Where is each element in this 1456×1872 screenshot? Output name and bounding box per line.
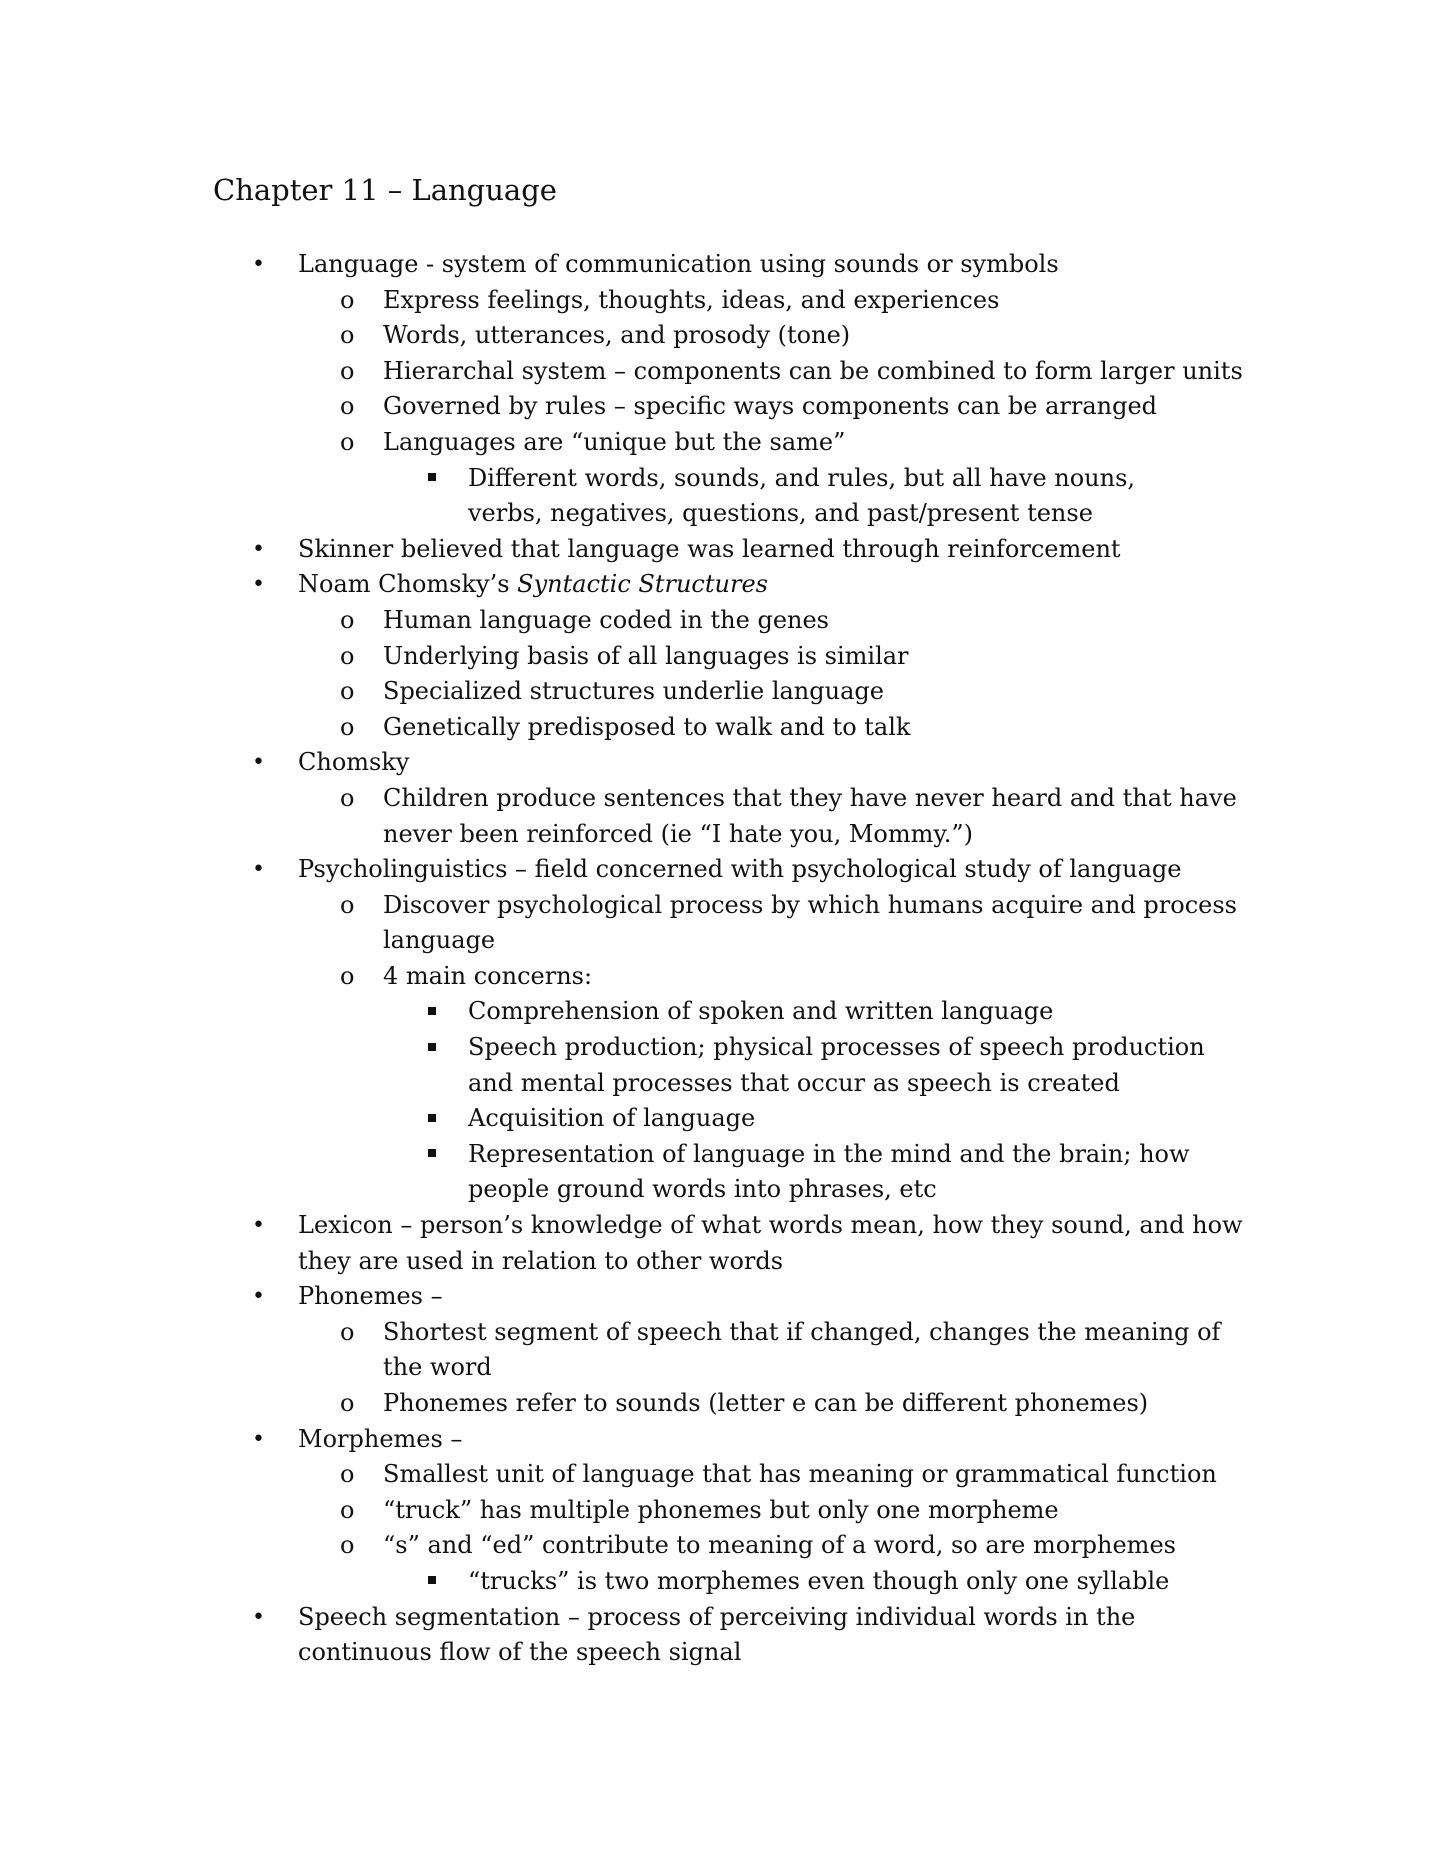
list-item-text <box>298 567 1243 603</box>
bullet-dot-icon: • <box>252 857 265 883</box>
list-item <box>0 1208 1243 1279</box>
list-item-text: Different words, sounds, and rules, but all have nouns, verbs, negatives, questions, and past/present tense <box>468 463 1136 528</box>
list-item <box>0 1600 1243 1671</box>
list-item-text: Words, utterances, and prosody (tone) <box>383 321 851 350</box>
list-item <box>0 1528 1243 1564</box>
bullet-dot-icon: • <box>252 1213 265 1239</box>
list-item <box>0 247 1243 283</box>
bullet-circle-icon: o <box>340 890 355 919</box>
list-item-text: Express feelings, thoughts, ideas, and experiences <box>383 285 1000 314</box>
list-item <box>0 781 1243 852</box>
list-item-text: Speech production; physical processes of speech production and mental processes that occur as speech is created <box>468 1033 1205 1097</box>
book-title: Syntactic Structures <box>517 570 768 599</box>
list-item-text: Hierarchal system – components can be combined to form larger units <box>383 356 1243 385</box>
list-item-text: Acquisition of language <box>468 1104 756 1133</box>
bullet-circle-icon: o <box>340 712 355 741</box>
list-item-text: Genetically predisposed to walk and to talk <box>383 712 911 741</box>
bullet-dot-icon: • <box>252 1604 265 1630</box>
list-item <box>0 1137 1208 1208</box>
list-item-text: “trucks” is two morphemes even though only one syllable <box>468 1566 1170 1595</box>
list-item <box>0 639 1243 675</box>
list-item <box>0 1101 1208 1137</box>
list-item <box>0 567 1243 603</box>
list-item-text: Speech segmentation – process of perceiving individual words in the continuous flow of the speech signal <box>298 1602 1136 1667</box>
bullet-circle-icon: o <box>340 961 355 990</box>
bullet-circle-icon: o <box>340 427 355 456</box>
list-item <box>0 283 1243 319</box>
bullet-circle-icon: o <box>340 641 355 670</box>
bullet-circle-icon: o <box>340 1389 355 1417</box>
bullet-circle-icon: o <box>340 285 355 314</box>
list-item <box>0 1422 1243 1458</box>
list-item <box>0 425 1243 461</box>
page-title: Chapter 11 – Language <box>213 173 557 207</box>
list-item-text: Discover psychological process by which humans acquire and process language <box>383 890 1237 955</box>
bullet-square-icon <box>428 1030 436 1066</box>
bullet-outline <box>0 247 1456 1671</box>
list-item-text: Specialized structures underlie language <box>383 677 884 706</box>
list-item <box>0 1564 1208 1600</box>
list-item <box>0 354 1243 390</box>
list-item-text: Chomsky <box>298 748 410 777</box>
list-item <box>0 1315 1243 1386</box>
bullet-circle-icon: o <box>340 1531 355 1560</box>
list-item <box>0 532 1243 568</box>
list-item <box>0 389 1243 425</box>
bullet-dot-icon: • <box>252 536 265 562</box>
list-item <box>0 994 1208 1030</box>
list-item-text: Underlying basis of all languages is similar <box>383 641 909 670</box>
list-item-text: Psycholinguistics – field concerned with psychological study of language <box>298 855 1182 884</box>
list-item <box>0 1279 1243 1315</box>
bullet-circle-icon: o <box>340 605 355 634</box>
list-item-text: Lexicon – person’s knowledge of what words mean, how they sound, and how they are used in relation to other words <box>298 1211 1243 1275</box>
bullet-square-icon <box>428 994 436 1030</box>
bullet-dot-icon: • <box>252 572 265 598</box>
list-item <box>0 1030 1208 1101</box>
list-item <box>0 745 1243 781</box>
bullet-square-icon <box>428 1137 436 1173</box>
list-item-text-plain: Noam Chomsky’s <box>298 570 518 599</box>
list-item-text: “s” and “ed” contribute to meaning of a word, so are morphemes <box>383 1531 1176 1560</box>
list-item <box>0 888 1243 959</box>
list-item-text: Shortest segment of speech that if changed, changes the meaning of the word <box>383 1317 1221 1382</box>
list-item <box>0 1457 1243 1493</box>
bullet-dot-icon: • <box>252 1284 265 1310</box>
bullet-circle-icon: o <box>340 677 355 706</box>
list-item-text: Children produce sentences that they have never heard and that have never been reinforced (ie “I hate you, Mommy.”) <box>383 783 1237 848</box>
list-item <box>0 461 1208 532</box>
list-item <box>0 1493 1243 1529</box>
list-item <box>0 674 1243 710</box>
bullet-circle-icon: o <box>340 783 355 812</box>
bullet-dot-icon: • <box>252 252 265 277</box>
list-item-text: Skinner believed that language was learned through reinforcement <box>298 534 1121 563</box>
bullet-square-icon <box>428 1564 436 1600</box>
list-item <box>0 1386 1243 1422</box>
bullet-circle-icon: o <box>340 321 355 350</box>
list-item-text: Smallest unit of language that has meaning or grammatical function <box>383 1460 1217 1489</box>
bullet-circle-icon: o <box>340 1495 355 1524</box>
bullet-square-icon <box>428 1101 436 1137</box>
list-item-text: Phonemes – <box>298 1282 443 1311</box>
bullet-square-icon <box>428 461 436 497</box>
list-item-text: Comprehension of spoken and written language <box>468 997 1054 1026</box>
bullet-circle-icon: o <box>340 1460 355 1489</box>
list-item-text: “truck” has multiple phonemes but only one morpheme <box>383 1495 1059 1524</box>
list-item-text: Human language coded in the genes <box>383 605 829 634</box>
list-item-text: 4 main concerns: <box>383 961 593 990</box>
bullet-circle-icon: o <box>340 1317 355 1346</box>
bullet-circle-icon: o <box>340 392 355 421</box>
list-item-text: Governed by rules – specific ways components can be arranged <box>383 392 1158 421</box>
list-item-text: Languages are “unique but the same” <box>383 427 846 456</box>
list-item <box>0 603 1243 639</box>
list-item-text: Representation of language in the mind and the brain; how people ground words into phrases, etc <box>468 1139 1190 1204</box>
bullet-dot-icon: • <box>252 1426 265 1452</box>
list-item-text: Language - system of communication using sounds or symbols <box>298 250 1059 278</box>
list-item-text: Morphemes – <box>298 1424 463 1453</box>
list-item <box>0 318 1243 354</box>
list-item <box>0 959 1243 995</box>
list-item-text: Phonemes refer to sounds (letter e can be different phonemes) <box>383 1389 1149 1417</box>
bullet-circle-icon: o <box>340 356 355 385</box>
bullet-dot-icon: • <box>252 750 265 776</box>
list-item <box>0 852 1243 888</box>
list-item <box>0 710 1243 746</box>
